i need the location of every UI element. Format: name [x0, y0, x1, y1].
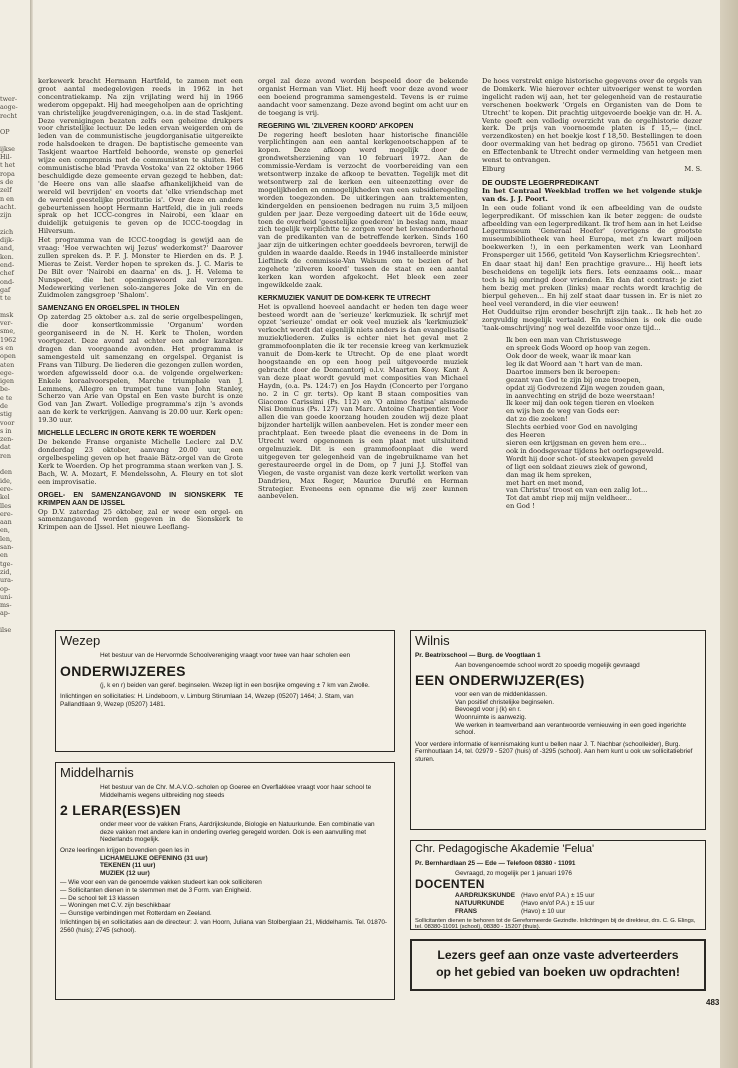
- gutter-line: sme,: [0, 327, 16, 336]
- gutter-line: s de: [0, 177, 14, 186]
- line: Woonruimte is aanwezig.: [455, 713, 527, 721]
- paragraph: Op zaterdag 25 oktober a.s. zal de serie orgelbespelingen, die door konsertkommissie 'Organum' worden georganiseerd in de N. H. Kerk te Tholen, worden voortgezet. Deze avond zal echter een ander karakter dragen dan voorgaande avonden. Het programma is samengesteld uit samenzang en orgelspel. Organist is Frans van Tilburg. De liederen die gezongen zullen worden, worden afgewisseld door o.a. de volgende orgelwerken: Enkele koraalvoorspelen, Marche triumphale van J. Lemmens, Allegro en trumpet tune van John Stanley, Scherzo van Arie van Opstal en Een vaste burcht is onze God van Jan Zwart. Volledige programma's zijn 's avonds aan de kerk te verkrijgen. Aanvang is 20.00 uur. Kerk open: 19.30 uur.: [38, 313, 243, 425]
- ad-wezep: [55, 630, 395, 752]
- list-item: — Woningen met C.V. zijn beschikbaar: [60, 902, 388, 910]
- poem-line: met hart en met mond,: [506, 478, 585, 487]
- gutter-line: san-: [0, 543, 14, 552]
- gutter-line: dijk-: [0, 236, 15, 245]
- gutter-line: [0, 136, 28, 144]
- poem-line: Tot dat ambt riep mij mijn veldheer...: [506, 494, 632, 503]
- paragraph: De bekende Franse organiste Michelle Leclerc zal D.V. donderdag 23 oktober, aanvang 20.00 uur, een orgelbespeling geven op het fraaie Bätz-orgel van de Grote Kerk te Woerden. Op het programma staan werken van J. S. Bach, W. A. Mozart, F. Mendelssohn, A. Fleury en tot slot een improvisatie.: [38, 438, 243, 486]
- poem-line: van Christus' troost en van een zalig lot...: [506, 486, 648, 495]
- gutter-line: s en: [0, 343, 14, 352]
- gutter-line: op-: [0, 584, 11, 593]
- ad-headline: DOCENTEN: [415, 877, 485, 892]
- ad-subjects: [100, 855, 388, 878]
- slogan-box: [410, 939, 706, 991]
- poem-line: Ik ben een man van Christuswege: [506, 336, 622, 345]
- gutter-line: t te: [0, 294, 11, 303]
- poem-line: Ik keer mij dan ook tegen tieren en vloeken: [506, 399, 655, 408]
- previous-page-gutter: [0, 95, 28, 634]
- gutter-line: ilse: [0, 626, 12, 634]
- gutter-line: e te: [0, 393, 13, 402]
- ad-body: onder meer voor de vakken Frans, Aardrijkskunde, Biologie en Natuurkunde. Een combinatie van deze vakken met andere kan in onderling overleg geregeld worden. Ook is een aanvulling met Nederlands mogelijk.: [100, 821, 375, 844]
- ad-headline: ONDERWIJZERES: [60, 662, 186, 679]
- gutter-line: aten: [0, 360, 15, 369]
- hours: (Havo en/of P.A.) ± 15 uur: [521, 892, 595, 900]
- gutter-line: kel: [0, 493, 10, 502]
- poem-line: Daartoe immers ben ik beroepen:: [506, 367, 621, 376]
- hours: (Havo) ± 10 uur: [521, 907, 566, 915]
- line: Bevoegd voor j (k) en r.: [455, 706, 522, 714]
- gutter-line: end-: [0, 260, 15, 269]
- paragraph: Op D.V. zaterdag 25 oktober, zal er weer een orgel- en samenzangavond worden gegeven in de Sionskerk te Krimpen aan de IJssel. Het nieuwe Leeflang-: [38, 507, 243, 532]
- gutter-line: ijkse: [0, 144, 15, 153]
- sign-initials: M. S.: [684, 164, 702, 173]
- paragraph: De hoes verstrekt enige historische gegevens over de orgels van de Domkerk. Wie hierover echter uitvoeriger wenst te worden ingelicht raden wij aan, het ter gelegenheid van de restauratie verschenen boekwerk 'Orgels en Organisten van de Dom te Utrecht' te kopen. Dit prachtig uitgevoerde boekje van dr. H. A. Vente geeft een volledig overzicht van de orgelhistorie dezer kerk. De prijs van voornoemde platen is f 15,— (incl. verzendkosten) en het boekje kost f 18,50. Bestellingen te doen door overmaking van het bedrag op girono. 75651 van Crediet en Effectenbank te Utrecht onder vermelding van hetgeen men wenst te ontvangen.: [482, 77, 702, 165]
- subject: MUZIEK (12 uur): [100, 869, 150, 877]
- ad-extra: Onze leerlingen krijgen bovendien geen les in: [60, 846, 190, 854]
- gutter-line: acht.: [0, 202, 17, 211]
- gutter-line: den: [0, 468, 12, 477]
- ad-contact: Voor verdere informatie of kennismaking kunt u bellen naar J. T. Nachbar (schoolleider), Burg. Fernhoutlaan 14, tel. 02979 - 5207 (huis) of -3295 (school). Aan hem kunt u ook uw sollicitatiebrief sturen.: [415, 740, 693, 763]
- right-edge-shadow: [720, 0, 738, 1068]
- gutter-line: zelf: [0, 186, 12, 195]
- ad-school: Pr. Beatrixschool — Burg. de Voogtlaan 1: [415, 652, 541, 659]
- gutter-line: gaf: [0, 285, 11, 294]
- gutter-line: ere-: [0, 484, 13, 493]
- subject: LICHAMELIJKE OEFENING (31 uur): [100, 854, 208, 862]
- gutter-line: 1962: [0, 335, 17, 344]
- line: voor een van de middenklassen.: [455, 691, 548, 699]
- gutter-line: zen-: [0, 435, 14, 444]
- ad-headline: EEN ONDERWIJZER(ES): [415, 672, 585, 689]
- gutter-line: t het: [0, 161, 16, 170]
- column-2: [258, 78, 468, 616]
- poem-line: en God !: [506, 502, 535, 511]
- column-1: [38, 78, 243, 616]
- gutter-line: tge-: [0, 559, 13, 568]
- gutter-line: zid,: [0, 567, 12, 576]
- subject: TEKENEN (11 uur): [100, 862, 156, 870]
- heading-tholen: SAMENZANG EN ORGELSPEL IN THOLEN: [38, 305, 180, 313]
- gutter-line: ren: [0, 451, 11, 460]
- paragraph: En daar staat hij dan! Een prachtige gravure... Hij heeft iets bescheidens en tegelijk iets fiers. Iets eenzaams ook... maar toch is hij omringd door vrienden. En dan dat contrast: je ziet hem bezig met preken (links) maar rechts wordt krachtig de bierpul geheven... En hij zelf staat daar tussen in. Er is niet zo heel veel veranderd, in die vier eeuwen!: [482, 260, 702, 308]
- gutter-line: en,: [0, 526, 10, 535]
- poem-line: ook in doodsgevaar tijdens het oorlogsgeweld.: [506, 446, 664, 455]
- signature: [482, 166, 702, 174]
- gutter-line: twer-: [0, 95, 18, 103]
- page-number: 483: [706, 998, 720, 1007]
- ad-place: Wezep: [60, 633, 101, 648]
- poem-line: of ligt een soldaat zieuws ziek of gewond,: [506, 462, 648, 471]
- ad-contact: Sollicitanten dienen te behoren tot de Gereformeerde Gezindte. Inlichtingen bij de direkteur, drs. C. G. Elings, tel. 08380-11091 (school), 08380 - 15207 (thuis).: [415, 917, 696, 931]
- ad-intro: Het bestuur van de Hervormde Schoolvereniging vraagt voor twee van haar scholen een: [100, 652, 351, 659]
- ad-bullets: [60, 879, 388, 917]
- gutter-line: msk: [0, 310, 14, 319]
- paragraph: orgel zal deze avond worden bespeeld door de bekende organist Herman van Vliet. Hij heeft voor deze avond weer een boeiend programma samengesteld. Tevens is er ruime aandacht voor samenzang. Deze avond begint om acht uur en de toegang is vrij.: [258, 77, 468, 117]
- ad-intro: Aan bovengenoemde school wordt zo spoedig mogelijk gevraagd: [455, 661, 640, 669]
- gutter-line: open: [0, 352, 16, 361]
- gutter-line: ege-: [0, 368, 14, 377]
- poem-line: sieren een krijgsman en geven hem ere...: [506, 438, 647, 447]
- gutter-line: voor: [0, 418, 15, 427]
- line: Van positief christelijke beginselen.: [455, 698, 554, 706]
- ad-place: Wilnis: [415, 633, 450, 648]
- ad-headline: 2 LERAR(ESS)EN: [60, 802, 181, 819]
- gutter-line: [0, 120, 28, 128]
- poem-line: dat zo die zoeken!: [506, 415, 568, 424]
- poem-line: Wordt hij door schot- of steekwapen geveld: [506, 454, 654, 463]
- ad-place: Chr. Pedagogische Akademie 'Felua': [415, 843, 595, 855]
- paragraph: In een oude foliant vond ik een afbeelding van de oudste legerpredikant. Of misschien kan ik beter zeggen: de oudste afbeelding van een legerpredikant. Ik trof hem aan in het Leidse Legermuseum 'Generaal Hoefer' (overigens de grootste museumbibliotheek van heel Europa, met z'n kwart miljoen boekwerken !), in een perkamenten werk van Leonhard Fronsperger uit 1566, getiteld 'Von Kayserlichm Kriegsrechten'.: [482, 203, 702, 260]
- poem: [506, 337, 702, 511]
- hours: (Havo en/of P.A.) ± 15 uur: [521, 899, 595, 907]
- gutter-line: aoge-: [0, 103, 18, 112]
- gutter-line: [0, 460, 28, 468]
- gutter-line: zich: [0, 227, 14, 236]
- gutter-line: [0, 219, 28, 227]
- gutter-line: recht: [0, 111, 18, 120]
- gutter-line: de: [0, 401, 8, 410]
- ad-place: Middelharnis: [60, 765, 134, 780]
- poem-line: en wijs hen de weg van Gods eer:: [506, 407, 620, 416]
- ad-intro: Het bestuur van de Chr. M.A.V.O.-scholen op Goeree en Overflakkee vraagt voor haar school te Middelharnis wegens uitbreiding nog steeds: [100, 784, 372, 799]
- gutter-line: s in: [0, 426, 12, 435]
- gutter-line: OP: [0, 128, 10, 137]
- gutter-line: ura-: [0, 576, 14, 585]
- table-row: [455, 892, 600, 900]
- ad-body: (j, k en r) beiden van geref. beginselen. Wezep ligt in een bosrijke omgeving ± 7 km van Zwolle.: [100, 681, 370, 689]
- column-3: [482, 78, 702, 616]
- gutter-line: ap-: [0, 609, 11, 618]
- gutter-line: aan: [0, 518, 12, 527]
- gutter-line: [0, 302, 28, 310]
- list-item: — De school telt 13 klassen: [60, 895, 388, 903]
- gutter-line: en: [0, 551, 8, 560]
- ad-contact: Inlichtingen bij en sollicitaties aan de directeur: J. van Hoorn, Juliana van Stolberglaan 21, Middelharnis. Tel. 01870-2560 (huis); 2745 (school).: [60, 919, 388, 934]
- heading-regering: REGERING WIL 'ZILVEREN KOORD' AFKOPEN: [258, 122, 414, 130]
- gutter-line: dat: [0, 443, 11, 452]
- subject: NATUURKUNDE: [455, 899, 505, 907]
- page-fold: [30, 0, 33, 1068]
- gutter-line: n en: [0, 194, 15, 203]
- gutter-line: [0, 618, 28, 626]
- poem-line: dan mag ik hem spreken,: [506, 470, 592, 479]
- ad-contact: Inlichtingen en sollicitaties: H. Lindeboom, v. Limburg Stirumlaan 14, Wezep (05207) 1464; J. Stam, van Pallandtlaan 9, Wezep (05207) 1481.: [60, 693, 354, 708]
- gutter-line: ken.: [0, 252, 14, 261]
- heading-legerpredikant: DE OUDSTE LEGERPREDIKANT: [482, 177, 599, 187]
- ad-lines: [455, 691, 699, 737]
- gutter-line: ver-: [0, 319, 13, 328]
- slogan-line: op het gebied van boeken uw opdrachten!: [436, 965, 680, 979]
- ad-address: Pr. Bernhardlaan 25 — Ede — Telefoon 08380 - 11091: [415, 860, 576, 867]
- ad-wilnis: [410, 630, 706, 830]
- ad-intro: Gevraagd, zo mogelijk per 1 januari 1976: [455, 869, 572, 877]
- subjects-table: [455, 892, 600, 915]
- gutter-line: uni-: [0, 592, 13, 601]
- poem-line: en spreek Gods Woord op hoop van zegen.: [506, 344, 651, 353]
- line: We werken in teamverband aan verantwoorde vernieuwing in een goed ingerichte school.: [455, 721, 687, 737]
- gutter-line: len,: [0, 534, 12, 543]
- slogan-line: Lezers geef aan onze vaste adverteerders: [437, 948, 679, 962]
- subject: AARDRIJKSKUNDE: [455, 892, 516, 900]
- gutter-line: lles: [0, 501, 12, 510]
- list-item: — Gunstige verbindingen met Rotterdam en Zeeland.: [60, 910, 388, 918]
- table-row: [455, 900, 600, 908]
- poem-line: des Heeren: [506, 431, 546, 440]
- paragraph: kerkewerk bracht Hermann Hartfeld, te zamen met een groot aantal medegelovigen reeds in 1962 in het concentratiekamp. Na zijn vrijlating werd hij in 1966 wederom opgepakt. Hij had meegeholpen aan de oprichting van christelijke jeugdverenigingen, o.a. in de stad Taskjent. Deze verenigingen bezaten zelfs een geheime drukpers voor christelijke lectuur. De leden ervan weigerden om de leden van de communistische jeugdorganisatie uitgereikte rode halsdoeken te dragen. De baptistische gemeente van Taskjent waartoe Hartfeld behoorde, wenste op generlei wijze een compromis met de communisten te sluiten. Het communistische blad 'Pravda Vostoka' van 22 oktober 1966 beschuldigde deze gemeente ervan gezegd te hebben, dat: 'de Heere ons van alle slaafse afhankelijkheid van de wereld wil bevrijden' en voorts dat 'elke vriendschap met de wereld geestelijke prostitutie is'. Over deze en andere gebeurtenissen hoopt Hermann Hartfeld, die in juli reeds sprak op het ICCC-congres in Nairobi, een klaar en duidelijk getuigenis te geven op de ICCC-toogdag in Hilversum.: [38, 77, 243, 236]
- heading-dom: KERKMUZIEK VANUIT DE DOM-KERK TE UTRECHT: [258, 294, 431, 302]
- gutter-line: ond-: [0, 277, 15, 286]
- sign-place: Elburg: [482, 164, 506, 173]
- subheading: In het Centraal Weekblad troffen we het volgende stukje van ds. J. J. Poort.: [482, 186, 702, 203]
- heading-krimpen: ORGEL- EN SAMENZANGAVOND IN SIONSKERK TE KRIMPEN AAN DE IJSSEL: [38, 491, 243, 507]
- poem-line: leg ik dat Woord aan 't hart van de man.: [506, 359, 643, 368]
- gutter-line: be-: [0, 385, 11, 394]
- gutter-line: igen: [0, 377, 15, 386]
- gutter-line: chef: [0, 269, 14, 278]
- ad-felua: [410, 840, 706, 930]
- gutter-line: ere-: [0, 509, 13, 518]
- gutter-line: Hil-: [0, 153, 12, 162]
- gutter-line: zijn: [0, 211, 12, 220]
- gutter-line: stig: [0, 410, 12, 419]
- poem-line: Ook door de week, waar ik maar kan: [506, 352, 631, 360]
- list-item: — Sollicitanten dienen in te stemmen met de 3 Form. van Enigheid.: [60, 887, 388, 895]
- table-row: [455, 908, 600, 916]
- gutter-line: and,: [0, 244, 15, 253]
- list-item: — Wie voor een van de genoemde vakken studeert kan ook solliciteren: [60, 879, 388, 887]
- gutter-line: ide,: [0, 476, 12, 485]
- poem-line: opdat zij Godvrezend Zijn wegen zouden gaan,: [506, 383, 665, 392]
- poem-line: gezant van God te zijn bij onze troepen,: [506, 375, 641, 384]
- poem-line: Slechts eerbied voor God en navolging: [506, 423, 638, 432]
- paragraph: Het is opvallend hoeveel aandacht er heden ten dage weer besteed wordt aan de 'serieuze' kerkmuziek. Ik schrijf met opzet 'serieuze' omdat er ook veel muziek als 'kerkmuziek' verkocht wordt dat eigenlijk niets anders is dan evangelisatie muziek/liederen. Zulks is echter niet het geval met 2 grammofoonplaten die ik ter recensie kreeg van kerkmuziek vanuit de Dom-kerk te Utrecht. Op de ene plaat wordt hoogstaande en op een hoog peil uitgevoerde muziek gebracht door de Domcantorij o.l.v. Maarten Kooy. Kant A van deze plaat wordt gevuld met composities van Michael Haydn, (o.a. Ps. 124:7) en Jos Haydn (Concerto per l'organo no. 2 in C gr. terts). Op kant B staan composities van Giacomo Carissimi (Ps. 112) en 'O animo festina' alsmede Nisi Dominus (Ps. 127) van Marc. Antoine Charpentier. Voor allen die van goede koorzang houden zouden wij deze plaat bijzonder hartelijk willen aanbevelen. Het is zonder meer een prachtplaat. Een tweede plaat die eveneens in de Dom in Utrecht werd opgenomen is een plaat met uitsluitend orgelmuziek. Dit is een grammofoonplaat die werd uitgegeven ter gelegenheid van de ingebruikname van het gerestaureerde orgel in de Dom, op 7 juni J.J. Stoffel van Viegen, de vaste organist van deze kerk vertolkt werken van Dandrieu, Max Reger, Maurice Duruflé en Herman Strategier. Eveneens een opname die wij zeer kunnen aanbevelen.: [258, 302, 468, 501]
- paragraph: De regering heeft besloten haar historische financiële verplichtingen aan een aantal kerkgenootschappen af te kopen. Deze afkoop werd mogelijk door de grondwetsherziening van 10 februari 1972. Aan de commissie-Verdam is verzocht de voorbereiding van een wetsontwerp inzake de afkoop te bevatten. Tegelijk met dit wetsontwerp zal de kerken een uiteenzetting over de mogelijkheden en onmogelijkheden van een subsidieregeling worden toegezonden. De uitkeringen aan traktementen, kindergelden en pensioenen bedragen nu ruim 3,5 miljoen gulden per jaar. Deze vergoeding dateert uit de 16de eeuw, toen de overheid 'geestelijke goederen' in beslag nam, maar zich tegelijk verplichtte te zorgen voor het levensonderhoud van de predikanten van de betreffende kerken. Sinds 160 jaar zijn de uitkeringen echter goeddeels bevroren, terwijl de gulden in waarde daalde. Reeds in 1946 installeerde minister Lieftinck de commissie-Van Walsum om te bezien of het zogehete 'zilveren koord' tussen de staat en een aantal kerken kan worden afgekocht. Het bleek een zeer ingewikkelde zaak.: [258, 130, 468, 289]
- gutter-line: ms-: [0, 601, 12, 610]
- poem-line: in aanvechting en strijd de boze weerstaan!: [506, 391, 655, 400]
- subject: FRANS: [455, 907, 478, 915]
- ad-middelharnis: [55, 762, 395, 1000]
- heading-leclerc: MICHELLE LECLERC IN GROTE KERK TE WOERDEN: [38, 430, 216, 438]
- gutter-line: ropa: [0, 169, 15, 178]
- paragraph: Het Oudduitse rijm eronder beschrijft zijn taak... Ik heb het zo zorgvuldig mogelijk vertaald. En misschien is ook die oude 'taak-omschrijving' nog wel dezelfde voor onze tijd...: [482, 308, 702, 333]
- paragraph: Het programma van de ICCC-toogdag is gewijd aan de vraag: 'Hoe verwachten wij Jezus' wederkomst?' Daarover zullen spreken ds. P. F. J. Monster te Hierden en ds. P. J. Mieras te Zeist. Verder hopen te spreken ds. J. C. Maris te De Bilt over 'Nairobi en daarna' en ds. J. H. Velema te Nunspeet, die het openingswoord zal verzorgen. Medewerking verlenen solo-zangeres Joke de Vin en de Zuidmolen zangsgroep 'Shalom'.: [38, 236, 243, 300]
